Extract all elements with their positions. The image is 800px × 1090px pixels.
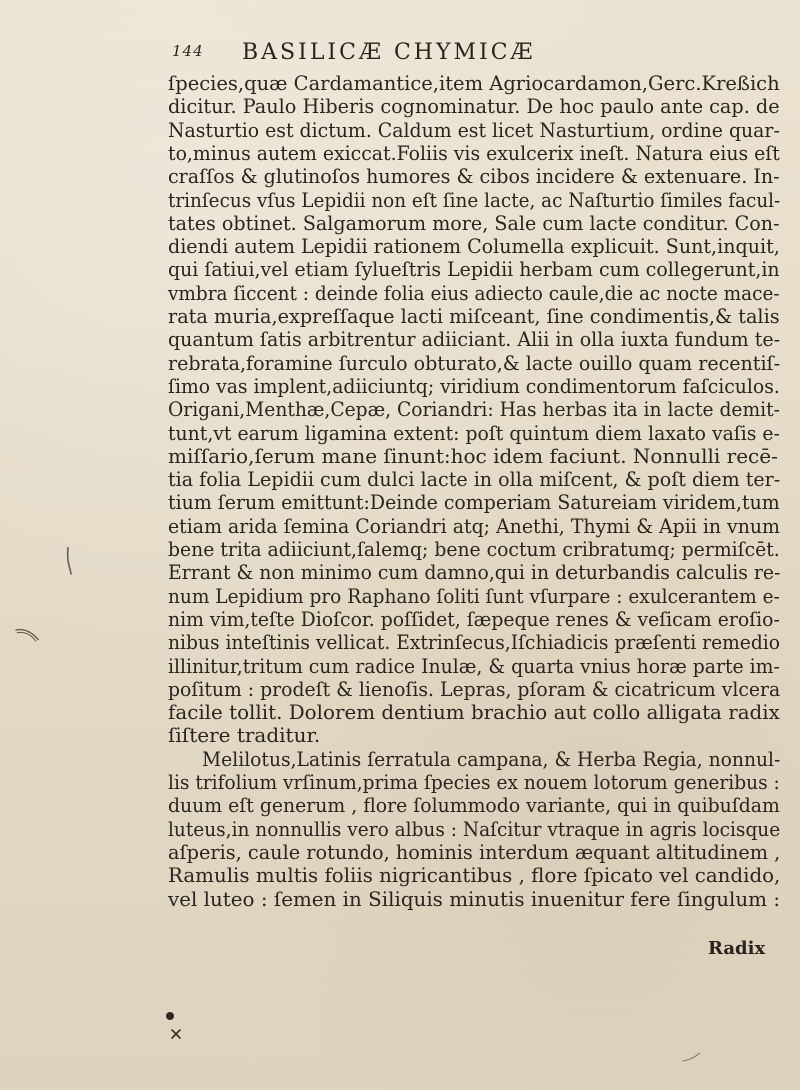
text-line: tunt,vt earum ligamina extent: poſt quintum diem laxato vaſis e- (168, 420, 780, 445)
text-line: tates obtinet. Salgamorum more, Sale cum lacte conditur. Con- (168, 210, 780, 235)
running-title: BASILICÆ CHYMICÆ (242, 40, 536, 65)
text-line: Melilotus,Latinis ſerratula campana, & Herba Regia, nonnul- (202, 746, 781, 771)
text-line: illinitur,tritum cum radice Inulæ, & quarta vnius horæ parte im- (168, 653, 780, 678)
text-line: tia folia Lepidii cum dulci lacte in olla miſcent, & poſt diem ter- (168, 467, 781, 492)
text-line: ſimo vas implent,adiiciuntq; viridium condimentorum faſciculos. (168, 373, 780, 398)
text-line: rebrata,foramine ſurculo obturato,& lacte ouillo quam recentiſ- (168, 350, 781, 375)
text-line: Ramulis multis foliis nigricantibus , flore ſpicato vel candido, (168, 863, 781, 888)
text-line: vmbra ſiccent : deinde folia eius adiecto caule,die ac nocte mace- (168, 280, 780, 305)
text-line: tium ſerum emittunt:Deinde comperiam Satureiam viridem,tum (168, 490, 780, 515)
text-line: ſpecies,quæ Cardamantice,item Agriocardamon,Gerc.Kreßich (168, 71, 780, 95)
text-line: quantum ſatis arbitrentur adiiciant. Alii in olla iuxta fundum te- (168, 327, 781, 352)
page-number: 144 (172, 42, 204, 60)
pen-stroke-icon (12, 620, 44, 644)
text-line: lis trifolium vrſinum,prima ſpecies ex nouem lotorum generibus : (168, 770, 780, 794)
text-line: luteus,in nonnullis vero albus : Naſcitur vtraque in agris locisque (168, 816, 781, 841)
text-line: miſſario,ſerum mane ſinunt:hoc idem faciunt. Nonnulli recē- (168, 443, 778, 468)
text-line: to,minus autem exiccat.Foliis vis exulcerix ineſt. Natura eius eſt (168, 140, 780, 165)
text-line: poſitum : prodeſt & lienoſis. Lepras, pſoram & cicatricum vlcera (168, 676, 781, 701)
text-line: qui ſatiui,vel etiam ſylueſtris Lepidii herbam cum collegerunt,in (168, 257, 780, 282)
text-line: nim vim,teſte Dioſcor. poſſidet, ſæpeque renes & veſicam eroſio- (168, 606, 780, 631)
ink-dot (166, 1012, 174, 1020)
text-line: etiam arida ſemina Coriandri atq; Anethi, Thymi & Apii in vnum (168, 513, 780, 538)
text-line: bene trita adiiciunt,ſalemq; bene coctum cribratumq; permiſcēt. (168, 537, 780, 561)
text-line: duum eſt generum , flore ſolummodo variante, qui in quibuſdam (168, 793, 780, 818)
text-line: nibus inteſtinis vellicat. Extrinſecus,Iſchiadicis præſenti remedio (168, 630, 780, 655)
text-line: dicitur. Paulo Hiberis cognominatur. De hoc paulo ante cap. de (168, 94, 780, 119)
text-line: trinſecus vſus Lepidii non eſt ſine lacte, ac Naſturtio ſimiles facul- (168, 187, 781, 212)
text-line: rata muria,expreſſaque lacti miſceant, ſine condimentis,& talis (168, 304, 780, 328)
catchword: Radix (708, 938, 766, 959)
ink-mark-icon (170, 1028, 182, 1040)
text-line: aſperis, caule rotundo, hominis interdum æquant altitudinem , (168, 839, 781, 864)
text-line: num Lepidium pro Raphano ſoliti ſunt vſurpare : exulcerantem e- (168, 583, 780, 608)
pen-stroke-icon (58, 545, 82, 577)
text-line: Errant & non minimo cum damno,qui in deturbandis calculis re- (168, 560, 781, 585)
text-line: craſſos & glutinoſos humores & cibos incidere & extenuare. In- (168, 164, 780, 189)
page-header (172, 40, 657, 68)
text-line: ſiſtere traditur. (168, 723, 321, 748)
text-line: Nasturtio est dictum. Caldum est licet Nasturtium, ordine quar- (168, 117, 780, 142)
text-line: diendi autem Lepidii rationem Columella explicuit. Sunt,inquit, (168, 234, 780, 259)
text-line: Origani,Menthæ,Cepæ, Coriandri: Has herbas ita in lacte demit- (168, 397, 780, 422)
text-line: facile tollit. Dolorem dentium brachio aut collo alligata radix (168, 700, 780, 725)
pen-stroke-icon (678, 1046, 709, 1069)
text-line: vel luteo : ſemen in Siliquis minutis inuenitur fere ſingulum : (168, 886, 781, 911)
